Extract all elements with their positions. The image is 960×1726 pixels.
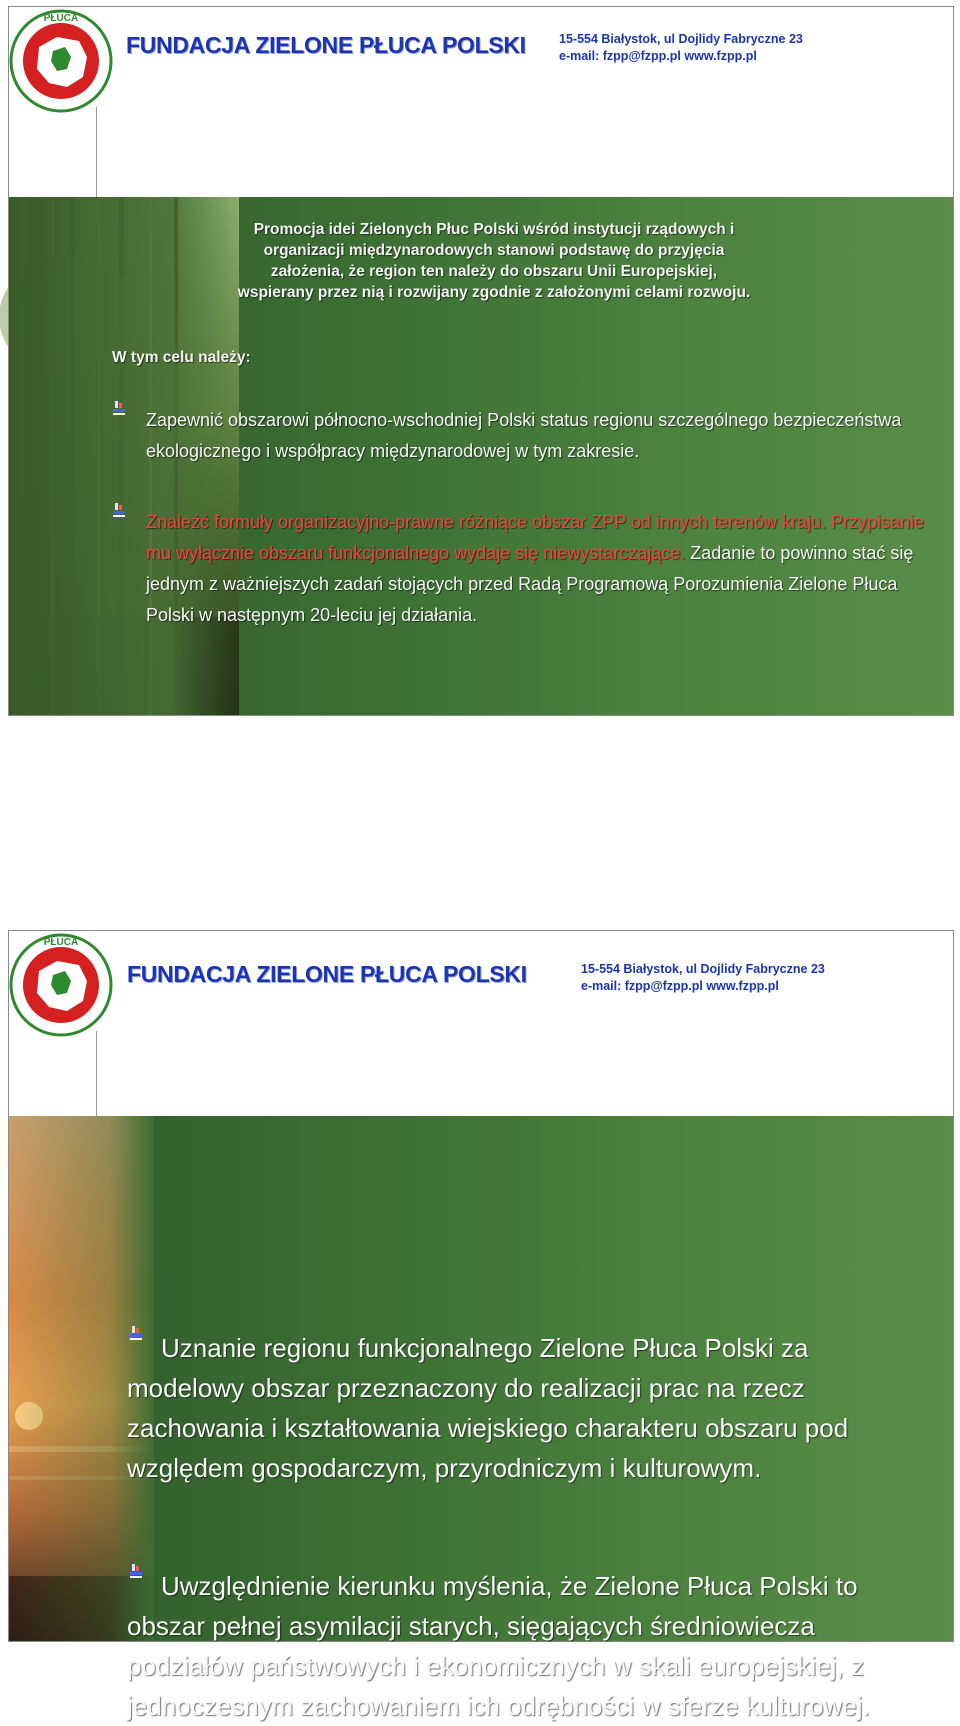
bullet-icon <box>113 503 128 518</box>
org-name: FUNDACJA ZIELONE PŁUCA POLSKI <box>126 32 526 58</box>
bullet-1-text: Zapewnić obszarowi północno-wschodniej Polski status regionu szczególnego bezpieczeństwa ekologicznego i współpracy międzynarodowej w tym zakresie. <box>146 410 902 461</box>
content-panel <box>9 1116 953 1721</box>
zpp-logo-icon <box>9 7 121 119</box>
bullet-icon <box>113 401 128 416</box>
address-line: 15-554 Białystok, ul Dojlidy Fabryczne 23 <box>559 32 803 46</box>
org-address <box>559 31 803 65</box>
slide-2 <box>8 930 954 1721</box>
bullet-2-text <box>146 507 936 631</box>
address-line: 15-554 Białystok, ul Dojlidy Fabryczne 23 <box>581 962 825 976</box>
bullet-1-text <box>127 1328 907 1488</box>
intro-paragraph: Promocja idei Zielonych Płuc Polski wśród instytucji rządowych i organizacji międzynarodowych stanowi podstawę do przyjęcia założenia, że region ten należy do obszaru Unii Europejskiej, wspierany przez nią i rozwijany zgodnie z założonymi celami rozwoju. <box>237 221 751 301</box>
bullet-2-text <box>127 1566 907 1726</box>
zpp-logo-icon <box>9 931 121 1043</box>
contact-line: e-mail: fzpp@fzpp.pl www.fzpp.pl <box>581 979 779 993</box>
bullet-2-rest: Zadanie to powinno stać się jednym z ważniejszych zadań stojących przed Radą Programową Porozumienia Zielone Płuca Polski w następnym 20-leciu jej działania. <box>146 543 914 625</box>
content-panel <box>9 197 953 715</box>
org-address <box>581 961 825 995</box>
header-divider <box>96 1031 97 1116</box>
aim-label: W tym celu należy: <box>112 349 251 366</box>
bullet-2-highlight: Znaleźć formuły organizacyjno-prawne różniące obszar ZPP od innych terenów kraju. Przypisanie mu wyłącznie obszaru funkcjonalnego wydaje się niewystarczające. <box>146 512 925 563</box>
header-divider <box>96 107 97 197</box>
bullet-1-content: Uznanie regionu funkcjonalnego Zielone Płuca Polski za modelowy obszar przeznaczony do realizacji prac na rzecz zachowania i kształtowania wiejskiego charakteru obszaru pod względem gospodarczym, przyrodniczym i kulturowym. <box>127 1333 849 1483</box>
svg-text:PŁUCA: PŁUCA <box>43 937 79 948</box>
bullet-2-content: Uwzględnienie kierunku myślenia, że Zielone Płuca Polski to obszar pełnej asymilacji starych, sięgających średniowiecza podziałów państwowych i ekonomicznych w skali europejskiej, z jednoczesnym zachowaniem ich odrębności w sferze kulturowej. <box>127 1571 870 1721</box>
org-name: FUNDACJA ZIELONE PŁUCA POLSKI <box>127 961 527 987</box>
contact-line: e-mail: fzpp@fzpp.pl www.fzpp.pl <box>559 49 757 63</box>
svg-text:PŁUCA: PŁUCA <box>43 13 79 24</box>
slide-1 <box>8 6 954 716</box>
